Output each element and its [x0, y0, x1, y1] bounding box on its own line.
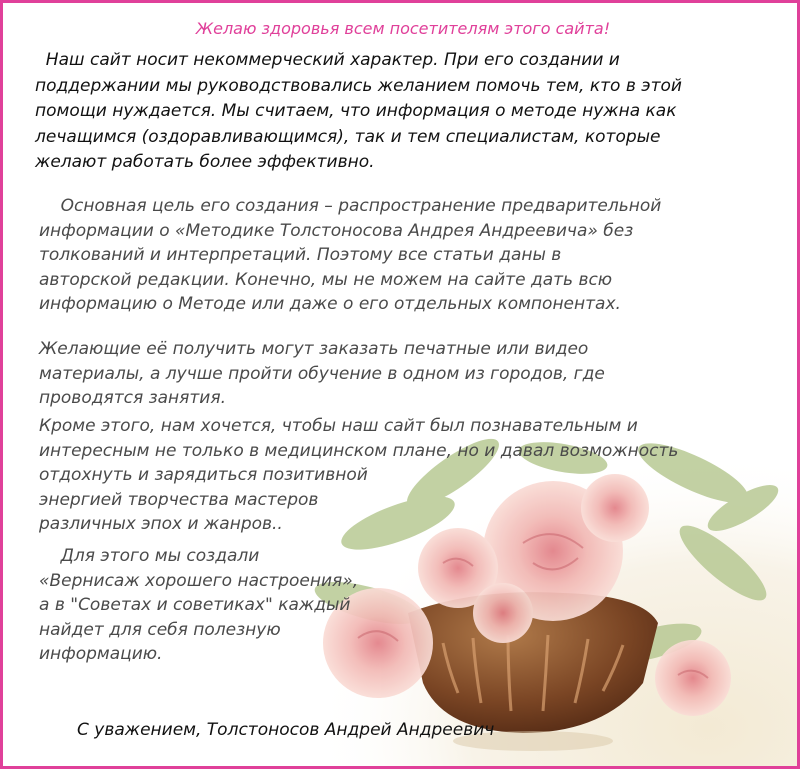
text-line: информацию. — [39, 644, 163, 664]
text-line: Для этого мы создали — [39, 546, 260, 566]
text-line: различных эпох и жанров.. — [39, 514, 283, 534]
text-line: лечащимся (оздоравливающимся), так и тем специалистам, которые — [35, 126, 661, 147]
text-line: желают работать более эффективно. — [35, 152, 375, 172]
text-line: Наш сайт носит некоммерческий характер. При его создании и — [35, 50, 620, 70]
text-line: энергией творчества мастеров — [39, 489, 319, 510]
text-line: проводятся занятия. — [39, 388, 226, 408]
text-line: информацию о Методе или даже о его отдельных компонентах. — [39, 294, 621, 314]
text-line: толкований и интерпретаций. Поэтому все статьи даны в — [39, 245, 562, 265]
materials-paragraph — [39, 337, 605, 411]
intro-paragraph — [35, 48, 682, 176]
text-line: Желающие её получить могут заказать печатные или видео — [39, 339, 589, 359]
page-title: Желаю здоровья всем посетителям этого сайта! — [195, 19, 611, 38]
text-line: материалы, а лучше пройти обучение в одном из городов, где — [39, 363, 605, 384]
text-line: помощи нуждается. Мы считаем, что информация о методе нужна как — [35, 101, 677, 121]
vernissage-paragraph — [39, 544, 358, 667]
signature: С уважением, Толстоносов Андрей Андреевич — [77, 720, 495, 740]
text-line: Основная цель его создания – распространение предварительной — [39, 196, 662, 216]
text-line: информации о «Методике Толстоносова Андрея Андреевича» без — [39, 220, 634, 241]
text-line: Кроме этого, нам хочется, чтобы наш сайт был познавательным и — [39, 416, 638, 436]
creativity-paragraph — [39, 414, 678, 537]
text-line: «Вернисаж хорошего настроения», — [39, 570, 359, 591]
text-line: поддержании мы руководствовались желанием помочь тем, кто в этой — [35, 75, 682, 96]
text-line: а в "Советах и советиках" каждый — [39, 595, 351, 615]
goal-paragraph — [39, 194, 661, 317]
text-line: авторской редакции. Конечно, мы не можем на сайте дать всю — [39, 269, 613, 290]
text-line: отдохнуть и зарядиться позитивной — [39, 465, 368, 485]
text-line: найдет для себя полезную — [39, 619, 281, 640]
text-line: интересным не только в медицинском плане, но и давал возможность — [39, 440, 679, 461]
